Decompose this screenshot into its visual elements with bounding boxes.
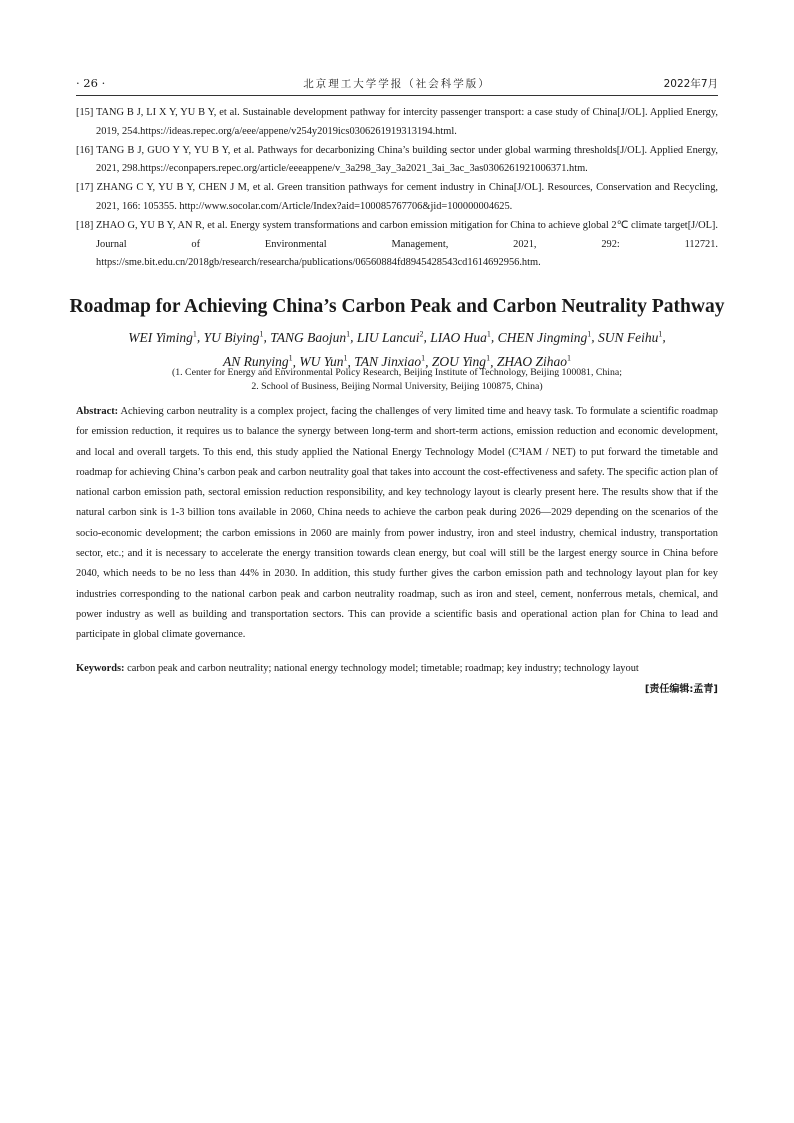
english-title: Roadmap for Achieving China’s Carbon Peak and Carbon Neutrality Pathway	[69, 296, 725, 317]
affiliations	[90, 366, 704, 394]
reference-list	[76, 104, 718, 273]
author: SUN Feihu$^1$	[598, 329, 663, 345]
reference-item: [17] ZHANG C Y, YU B Y, CHEN J M, et al. Green transition pathways for cement industry in China[J/OL]. Resources, Conservation and Recycling, 2021, 166: 105355. http://www.socolar.com/Article/Index?aid=100085767706&jid=100000004625.	[76, 182, 718, 212]
affiliation-line: 2. School of Business, Beijing Normal University, Beijing 100875, China)	[251, 381, 543, 392]
author: CHEN Jingming$^1$	[497, 329, 592, 345]
abstract	[76, 402, 718, 646]
author: WEI Yiming$^1$	[128, 329, 197, 345]
author: TANG Baojun$^1$	[270, 329, 351, 345]
reference-item: [16] TANG B J, GUO Y Y, YU B Y, et al. Pathways for decarbonizing China’s building sector under global warming thresholds[J/OL]. Applied Energy, 2021, 298.https://econpapers.repec.org/article/eeeappene/v_3a298_3ay_3a2021_3ai_3ac_3as0306261921006371.htm.	[76, 144, 718, 175]
author: LIU Lancui$^2$	[356, 329, 424, 345]
keywords	[76, 660, 718, 678]
journal-name: 北京理工大学学报（社会科学版）	[303, 78, 491, 90]
author-list: WEI Yiming$^1$, YU Biying$^1$, TANG Baojun$^1$, LIU Lancui$^2$, LIAO Hua$^1$, CHEN Jingming$^1$, SUN Feihu$^1$, AN Runying$^1$, WU Yun$^1$, TAN Jinxiao$^1$, ZOU Ying$^1$, ZHAO Zihao$^1$	[128, 329, 666, 369]
abstract-text: Achieving carbon neutrality is a complex project, facing the challenges of very limited time and heavy task. To formulate a scientific roadmap for emission reduction, it requires us to balance the synergy between long-term and short-term actions, emission reduction and economic development, and local and overall targets. To this end, this study applied the National Energy Technology Model (C³IAM / NET) to put forward the timetable and roadmap for achieving China’s carbon peak and carbon neutrality goal that takes into account the cost-effectiveness and safety. The specific action plan of national carbon emission path, sectoral emission reduction responsibility, and key technology layout is clearly present here. The results show that if the natural carbon sink is 1-3 billion tons available in 2060, China needs to achieve the carbon peak during 2026—2029 depending on the scenarios of the socio-economic development; the carbon emissions in 2060 are mainly from power industry, iron and steel industry, chemical industry, transportation sector, etc.; and it is necessary to accelerate the energy transition towards clean energy, but coal will still be the largest energy source in China before 2040, which needs to be no less than 44% in 2030. In addition, this study further gives the carbon emission path and technology layout plan for key industries corresponding to the national carbon peak and carbon neutrality roadmap, such as iron and steel, cement, nonferrous metals, chemical, and power industry as well as building and transportation sectors. This can provide a scientific basis and operational action plan for China to lead and participate in global climate governance.	[76, 406, 718, 641]
author: AN Runying$^1$	[223, 353, 293, 369]
responsible-editor: [责任编辑:孟青]	[644, 684, 718, 695]
abstract-label: Abstract:	[76, 406, 119, 417]
header-rule	[76, 95, 718, 96]
author: WU Yun$^1$	[299, 353, 348, 369]
author: TAN Jinxiao$^1$	[354, 353, 426, 369]
keywords-label: Keywords:	[76, 663, 125, 674]
author: YU Biying$^1$	[203, 329, 264, 345]
author: LIAO Hua$^1$	[430, 329, 491, 345]
reference-item: [18] ZHAO G, YU B Y, AN R, et al. Energy system transformations and carbon emission mitigation for China to achieve global 2℃ climate target[J/OL]. Journal of Environmental Management, 2021, 292: 112721. https://sme.bit.edu.cn/2018gb/research/researcha/publications/06560884fd8945428543cd1614692956.htm.	[76, 219, 718, 269]
page-number: · 26 ·	[76, 76, 106, 90]
affiliation-line: (1. Center for Energy and Environmental Policy Research, Beijing Institute of Technology, Beijing 100081, China;	[172, 367, 622, 378]
author: ZHAO Zihao$^1$	[496, 353, 571, 369]
author: ZOU Ying$^1$	[431, 353, 491, 369]
running-header	[76, 76, 718, 92]
keywords-text: carbon peak and carbon neutrality; national energy technology model; timetable; roadmap; key industry; technology layout	[127, 663, 639, 674]
issue-date: 2022年7月	[663, 78, 718, 90]
reference-item: [15] TANG B J, LI X Y, YU B Y, et al. Sustainable development pathway for intercity passenger transport: a case study of China[J/OL]. Applied Energy, 2019, 254.https://ideas.repec.org/a/eee/appene/v254y2019ics0306261919313194.html.	[76, 107, 718, 137]
